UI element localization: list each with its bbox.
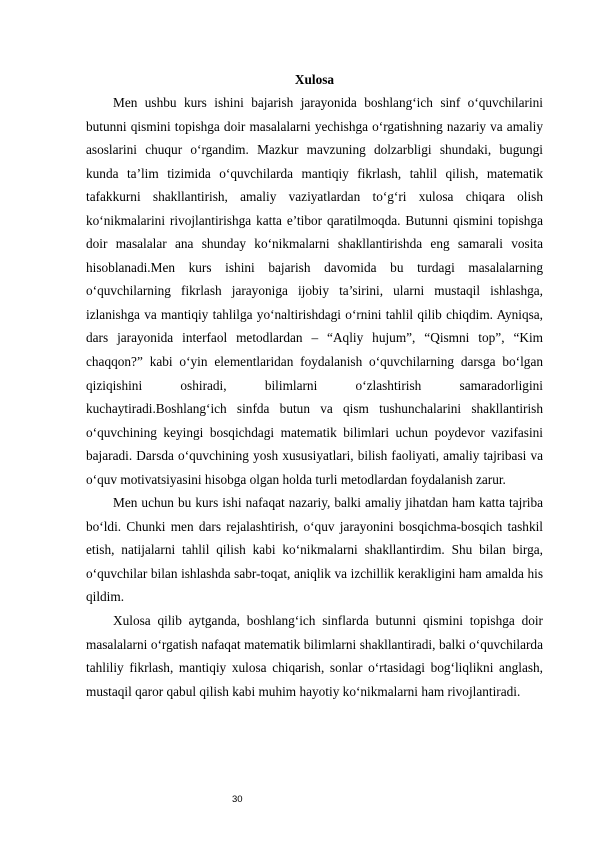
document-page	[86, 70, 543, 703]
page-number: 30	[232, 794, 243, 805]
paragraph-3: Xulosa qilib aytganda, boshlang‘ich sinflarda butunni qismini topishga doir masalalarni o‘rgatish nafaqat matematik bilimlarni shakllantiradi, balki o‘quvchilarda tahliliy fikrlash, mantiqiy xulosa chiqarish, sonlar o‘rtasidagi bog‘liqlikni anglash, mustaqil qaror qabul qilish kabi muhim hayotiy ko‘nikmalarni ham rivojlantiradi.	[86, 613, 543, 699]
section-title: Xulosa	[294, 72, 335, 87]
paragraph-2: Men uchun bu kurs ishi nafaqat nazariy, balki amaliy jihatdan ham katta tajriba bo‘ldi. Chunki men dars rejalashtirish, o‘quv jarayonini bosqichma-bosqich tashkil etish, natijalarni tahlil qilish kabi ko‘nikmalarni shakllantirdim. Shu bilan birga, o‘quvchilar bilan ishlashda sabr-toqat, aniqlik va izchillik kerakligini ham amalda his qildim.	[86, 495, 543, 605]
paragraph-1: Men ushbu kurs ishini bajarish jarayonida boshlang‘ich sinf o‘quvchilarini butunni qismini topishga doir masalalarni yechishga o‘rgatishning nazariy va amaliy asoslarini chuqur o‘rgandim. Mazkur mavzuning dolzarbligi shundaki, bugungi kunda ta’lim tizimida o‘quvchilarda mantiqiy fikrlash, tahlil qilish, matematik tafakkurni shakllantirish, amaliy vaziyatlardan to‘g‘ri xulosa chiqara olish ko‘nikmalarini rivojlantirishga katta e’tibor qaratilmoqda. Butunni qismini topishga doir masalalar ana shunday ko‘nikmalarni shakllantirishda eng samarali vosita hisoblanadi.Men kurs ishini bajarish davomida bu turdagi masalalarning o‘quvchilarning fikrlash jarayoniga ijobiy ta’sirini, ularni mustaqil ishlashga, izlanishga va mantiqiy tahlilga yo‘naltirishdagi o‘rnini tahlil qilib chiqdim. Ayniqsa, dars jarayonida interfaol metodlardan – “Aqliy hujum”, “Qismni top”, “Kim chaqqon?” kabi o‘yin elementlaridan foydalanish o‘quvchilarning darsga bo‘lgan qiziqishini oshiradi, bilimlarni o‘zlashtirish samaradorligini kuchaytiradi.Boshlang‘ich sinfda butun va qism tushunchalarini shakllantirish o‘quvchining keyingi bosqichdagi matematik bilimlari uchun poydevor vazifasini bajaradi. Darsda o‘quvchining yosh xususiyatlari, bilish faoliyati, amaliy tajribasi va o‘quv motivatsiyasini hisobga olgan holda turli metodlardan foydalanish zarur.	[86, 95, 543, 487]
